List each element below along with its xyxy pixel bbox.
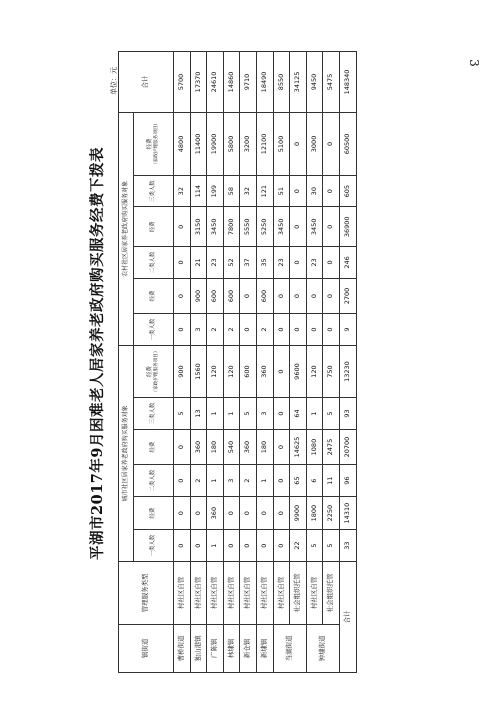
- street-cell: 当湖街道: [273, 624, 306, 672]
- value-cell: 0: [323, 112, 340, 175]
- service-type-cell: 社会组织托管: [290, 561, 307, 624]
- total-value-cell: 60500: [339, 112, 356, 175]
- value-cell: 900: [190, 278, 207, 314]
- service-type-cell: 村社区自管: [190, 561, 207, 624]
- total-value-cell: 33: [339, 530, 356, 561]
- value-cell: 21: [190, 247, 207, 278]
- header-urban-class3-count: 三类人数: [134, 398, 174, 429]
- header-rural-class1-fee: 经费: [134, 278, 174, 314]
- service-type-cell: 村社区自管: [306, 561, 323, 624]
- value-cell: 5: [323, 398, 340, 429]
- value-cell: 120: [223, 345, 240, 398]
- total-cell: 17370: [190, 52, 207, 113]
- service-type-cell: 村社区自管: [273, 561, 290, 624]
- funding-table-container: [118, 51, 356, 673]
- value-cell: 58: [223, 175, 240, 206]
- table-row: [190, 52, 207, 673]
- value-cell: 0: [273, 465, 290, 496]
- value-cell: 0: [306, 278, 323, 314]
- total-cell: 5700: [174, 52, 191, 113]
- value-cell: 5800: [223, 112, 240, 175]
- value-cell: 114: [190, 175, 207, 206]
- street-cell: 广陈镇: [207, 624, 224, 672]
- value-cell: 120: [306, 345, 323, 398]
- value-cell: 6: [306, 465, 323, 496]
- street-cell: 钟埭街道: [306, 624, 339, 672]
- total-cell: 24610: [207, 52, 224, 113]
- header-urban-class3-fee: [134, 345, 174, 398]
- value-cell: 2: [256, 314, 273, 345]
- value-cell: 7800: [223, 207, 240, 247]
- street-cell: 新仓镇: [240, 624, 257, 672]
- value-cell: 0: [174, 530, 191, 561]
- value-cell: 5: [306, 530, 323, 561]
- total-cell: 8550: [273, 52, 290, 113]
- value-cell: 11400: [190, 112, 207, 175]
- value-cell: 0: [174, 429, 191, 465]
- value-cell: 180: [207, 429, 224, 465]
- value-cell: 0: [323, 314, 340, 345]
- value-cell: 900: [174, 345, 191, 398]
- total-value-cell: 93: [339, 398, 356, 429]
- value-cell: 0: [256, 496, 273, 530]
- value-cell: 0: [174, 278, 191, 314]
- table-body: [174, 52, 357, 673]
- total-value-cell: 13230: [339, 345, 356, 398]
- funding-table: [118, 51, 357, 673]
- street-cell: 曹桥街道: [174, 624, 191, 672]
- value-cell: 51: [273, 175, 290, 206]
- street-cell: 新埭镇: [256, 624, 273, 672]
- service-type-cell: 村社区自管: [223, 561, 240, 624]
- total-row: [339, 52, 356, 673]
- value-cell: 3150: [190, 207, 207, 247]
- header-street: 镇街道: [119, 624, 174, 672]
- value-cell: 1560: [190, 345, 207, 398]
- value-cell: 540: [223, 429, 240, 465]
- value-cell: 22: [290, 530, 307, 561]
- value-cell: 11: [323, 465, 340, 496]
- table-row: [256, 52, 273, 673]
- value-cell: 0: [273, 429, 290, 465]
- value-cell: 30: [306, 175, 323, 206]
- value-cell: 1: [207, 465, 224, 496]
- header-urban-class3-fee-label: 经费: [147, 366, 154, 377]
- value-cell: 3450: [306, 207, 323, 247]
- header-total: 合计: [119, 52, 174, 113]
- value-cell: 3200: [240, 112, 257, 175]
- value-cell: 1080: [306, 429, 323, 465]
- street-cell: 林埭镇: [223, 624, 240, 672]
- value-cell: 0: [190, 496, 207, 530]
- value-cell: 0: [323, 175, 340, 206]
- value-cell: 12100: [256, 112, 273, 175]
- table-row: [223, 52, 240, 673]
- value-cell: 360: [240, 429, 257, 465]
- total-value-cell: 96: [339, 465, 356, 496]
- total-cell: 18490: [256, 52, 273, 113]
- value-cell: 0: [223, 530, 240, 561]
- header-urban-class1-fee: 经费: [134, 496, 174, 530]
- header-service-type: 管理服务类型: [119, 561, 174, 624]
- value-cell: 600: [207, 278, 224, 314]
- value-cell: 1800: [306, 496, 323, 530]
- table-row: [290, 52, 307, 673]
- value-cell: 0: [290, 112, 307, 175]
- value-cell: 0: [174, 207, 191, 247]
- value-cell: 0: [323, 207, 340, 247]
- value-cell: 23: [306, 247, 323, 278]
- header-rural-group: 农村社区居家养老政府购买服务对象: [119, 112, 134, 345]
- value-cell: 0: [256, 530, 273, 561]
- street-cell: 独山港镇: [190, 624, 207, 672]
- value-cell: 2250: [323, 496, 340, 530]
- grand-total-cell: 148340: [339, 52, 356, 113]
- value-cell: 32: [174, 175, 191, 206]
- value-cell: 199: [207, 175, 224, 206]
- total-cell: 5475: [323, 52, 340, 113]
- value-cell: 0: [174, 465, 191, 496]
- value-cell: 9600: [290, 345, 307, 398]
- value-cell: 0: [240, 496, 257, 530]
- value-cell: 0: [273, 530, 290, 561]
- value-cell: 360: [190, 429, 207, 465]
- total-cell: 9710: [240, 52, 257, 113]
- table-row: [207, 52, 224, 673]
- total-cell: 9450: [306, 52, 323, 113]
- value-cell: 65: [290, 465, 307, 496]
- value-cell: 0: [290, 175, 307, 206]
- value-cell: 14625: [290, 429, 307, 465]
- value-cell: 3000: [306, 112, 323, 175]
- total-value-cell: 9: [339, 314, 356, 345]
- header-urban-group: 城市社区居家养老政府购买服务对象: [119, 345, 134, 561]
- header-urban-class3-fee-note: （家政护理服务项目）: [154, 348, 160, 395]
- value-cell: 9900: [290, 496, 307, 530]
- value-cell: 0: [240, 278, 257, 314]
- header-urban-class2-count: 二类人数: [134, 465, 174, 496]
- value-cell: 0: [273, 496, 290, 530]
- service-type-cell: 村社区自管: [207, 561, 224, 624]
- value-cell: 0: [323, 247, 340, 278]
- value-cell: 3: [190, 314, 207, 345]
- value-cell: 0: [290, 278, 307, 314]
- service-type-cell: 村社区自管: [256, 561, 273, 624]
- value-cell: 1: [256, 465, 273, 496]
- table-row: [273, 52, 290, 673]
- value-cell: 5: [323, 530, 340, 561]
- header-urban-class1-count: 一类人数: [134, 530, 174, 561]
- table-row: [240, 52, 257, 673]
- value-cell: 0: [174, 496, 191, 530]
- table-row: [306, 52, 323, 673]
- value-cell: 0: [290, 207, 307, 247]
- value-cell: 37: [240, 247, 257, 278]
- total-row-label: 合计: [339, 561, 356, 672]
- value-cell: 0: [273, 345, 290, 398]
- header-urban-class2-fee: 经费: [134, 429, 174, 465]
- value-cell: 0: [273, 314, 290, 345]
- document-title: 平湖市2017年9月困难老人居家养老政府购买服务经费下拨表: [89, 147, 106, 560]
- value-cell: 52: [223, 247, 240, 278]
- value-cell: 0: [240, 530, 257, 561]
- value-cell: 750: [323, 345, 340, 398]
- value-cell: 64: [290, 398, 307, 429]
- value-cell: 600: [256, 278, 273, 314]
- header-rural-class3-fee-note: （家政护理服务项目）: [154, 120, 160, 167]
- value-cell: 5: [174, 398, 191, 429]
- value-cell: 5: [240, 398, 257, 429]
- value-cell: 120: [207, 345, 224, 398]
- total-value-cell: 246: [339, 247, 356, 278]
- value-cell: 180: [256, 429, 273, 465]
- header-rural-class1-count: 一类人数: [134, 314, 174, 345]
- header-rural-class3-count: 三类人数: [134, 175, 174, 206]
- value-cell: 0: [323, 278, 340, 314]
- unit-label: 单位：元: [110, 67, 118, 95]
- total-value-cell: 20700: [339, 429, 356, 465]
- value-cell: 0: [223, 496, 240, 530]
- service-type-cell: 村社区自管: [240, 561, 257, 624]
- header-rural-class2-fee: 经费: [134, 207, 174, 247]
- value-cell: 600: [240, 345, 257, 398]
- value-cell: 600: [223, 278, 240, 314]
- value-cell: 1: [207, 398, 224, 429]
- value-cell: 3450: [273, 207, 290, 247]
- value-cell: 5100: [273, 112, 290, 175]
- value-cell: 13: [190, 398, 207, 429]
- service-type-cell: 社会组织托管: [323, 561, 340, 624]
- value-cell: 1: [207, 530, 224, 561]
- value-cell: 121: [256, 175, 273, 206]
- value-cell: 35: [256, 247, 273, 278]
- total-cell: 14860: [223, 52, 240, 113]
- value-cell: 3450: [207, 207, 224, 247]
- value-cell: 1: [306, 398, 323, 429]
- value-cell: 2: [240, 465, 257, 496]
- value-cell: 2475: [323, 429, 340, 465]
- value-cell: 32: [240, 175, 257, 206]
- value-cell: 0: [306, 314, 323, 345]
- value-cell: 2: [190, 465, 207, 496]
- value-cell: 0: [273, 398, 290, 429]
- table-row: [174, 52, 191, 673]
- header-rural-class3-fee: [134, 112, 174, 175]
- value-cell: 2: [207, 314, 224, 345]
- value-cell: 360: [207, 496, 224, 530]
- service-type-cell: 村社区自管: [174, 561, 191, 624]
- value-cell: 3: [256, 398, 273, 429]
- page-number: 3: [467, 59, 482, 67]
- value-cell: 0: [290, 314, 307, 345]
- total-value-cell: 2700: [339, 278, 356, 314]
- value-cell: 0: [174, 247, 191, 278]
- header-rural-class3-fee-label: 经费: [147, 138, 154, 150]
- value-cell: 23: [207, 247, 224, 278]
- value-cell: 5250: [256, 207, 273, 247]
- value-cell: 19900: [207, 112, 224, 175]
- value-cell: 4800: [174, 112, 191, 175]
- table-row: [323, 52, 340, 673]
- value-cell: 0: [290, 247, 307, 278]
- total-value-cell: 36900: [339, 207, 356, 247]
- value-cell: 2: [223, 314, 240, 345]
- total-value-cell: 14310: [339, 496, 356, 530]
- value-cell: 0: [240, 314, 257, 345]
- value-cell: 360: [256, 345, 273, 398]
- value-cell: 23: [273, 247, 290, 278]
- header-rural-class2-count: 二类人数: [134, 247, 174, 278]
- value-cell: 0: [174, 314, 191, 345]
- value-cell: 0: [273, 278, 290, 314]
- total-value-cell: 605: [339, 175, 356, 206]
- total-cell: 34125: [290, 52, 307, 113]
- value-cell: 5550: [240, 207, 257, 247]
- value-cell: 0: [190, 530, 207, 561]
- value-cell: 3: [223, 465, 240, 496]
- value-cell: 1: [223, 398, 240, 429]
